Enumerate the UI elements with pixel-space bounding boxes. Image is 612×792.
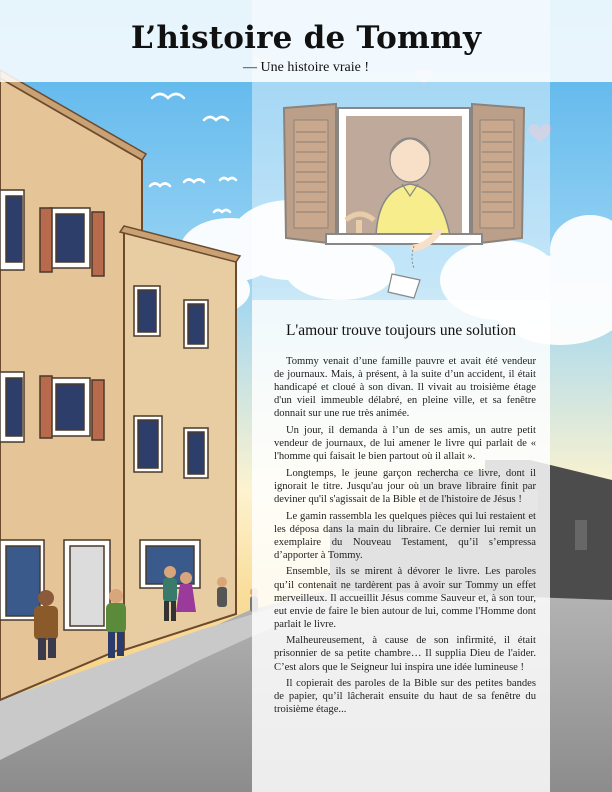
paragraph: Il copierait des paroles de la Bible sur des petites bandes de papier, qu’il lâcherait ensuite du haut de sa fenêtre du troisième étage... xyxy=(274,678,536,716)
article-body xyxy=(274,355,536,720)
paragraph: Ensemble, ils se mirent à dévorer le livre. Les paroles qu’il contenait ne tardèrent pas à avoir sur Tommy un effet merveilleux. Il accueillit Jésus comme Sauveur et, à son tour, eut envie de faire le bien autour de lui, comme l'Homme dont parlait le livre. xyxy=(274,566,536,630)
paragraph: Longtemps, le jeune garçon rechercha ce livre, dont il ignorait le titre. Jusqu'au jour où un brave libraire finit par deviner qu'il s'agissait de la Bible et de l'histoire de Jésus ! xyxy=(274,467,536,505)
paragraph: Tommy venait d’une famille pauvre et avait été vendeur de journaux. Mais, à présent, à la suite d’un accident, il était handicapé et cloué à son divan. Il vivait au troisième étage d'un vieil immeuble délabré, en pleine ville, et sa fenêtre donnait sur une rue très animée. xyxy=(274,356,536,420)
article-heading: L'amour trouve toujours une solution xyxy=(285,322,517,339)
page-title: L’histoire de Tommy xyxy=(130,20,482,56)
paragraph: Malheureusement, à cause de son infirmité, il était prisonnier de sa petite chambre… Il supplia Dieu de l'aider. C’est alors que le Seigneur lui inspira une idée lumineuse ! xyxy=(274,635,536,673)
page-subtitle: — Une histoire vraie ! xyxy=(243,60,369,75)
paragraph: Un jour, il demanda à l’un de ses amis, un autre petit vendeur de journaux, de lui amener le livre qui parlait de « l'homme qui faisait le bien partout où il allait ». xyxy=(274,424,536,463)
paragraph: Le gamin rassembla les quelques pièces qui lui restaient et les déposa dans la main du libraire. Ce dernier lui remit un exemplaire du Nouveau Testament, qu’il s’empressa d’apporter à Tommy. xyxy=(274,510,536,561)
